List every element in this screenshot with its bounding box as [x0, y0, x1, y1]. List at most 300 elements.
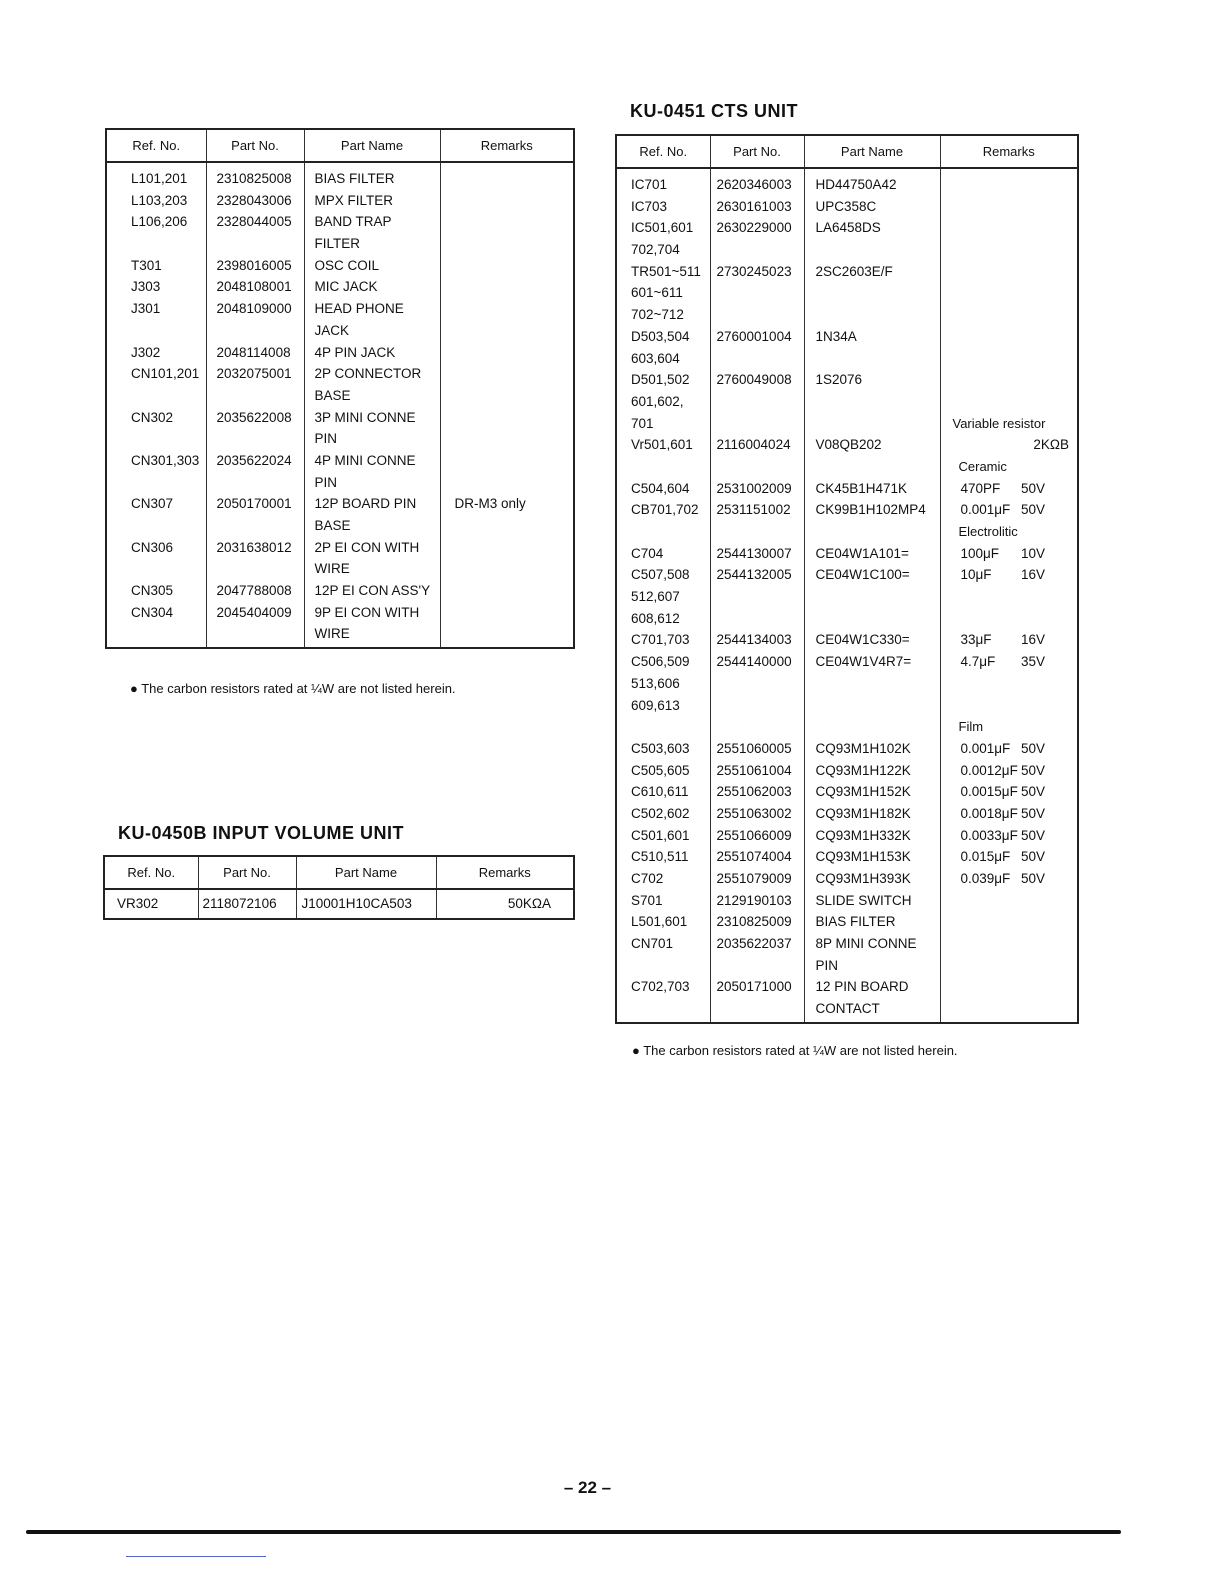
part-name-cell: CE04W1C330= [815, 632, 910, 648]
remarks-cell [945, 174, 1074, 196]
part-no-cell: 2620346003 [716, 177, 792, 192]
part-name-cell: OSC COIL [314, 257, 380, 273]
part-no-cell [217, 428, 300, 450]
part-no-cell [717, 391, 800, 413]
part-no-cell [717, 955, 800, 977]
remark-value: 0.0012μF [960, 762, 1018, 778]
part-name-cell: BAND TRAP [314, 214, 392, 230]
part-name-cell: CE04W1V4R7= [815, 654, 912, 670]
remarks-cell [455, 385, 570, 407]
header-part-no: Part No. [198, 856, 296, 889]
ref-no-cell: L101,201 [131, 171, 188, 186]
part-no-cell [217, 623, 300, 645]
ref-no-cell: CN101,201 [131, 366, 200, 382]
table-body [106, 162, 574, 648]
part-name-cell [816, 413, 936, 435]
ref-no-cell: CN701 [631, 936, 674, 952]
part-name-cell [816, 608, 936, 630]
part-name-cell: BASE [314, 518, 351, 533]
part-name-cell: CK99B1H102MP4 [815, 502, 926, 518]
part-no-cell [717, 998, 800, 1020]
part-no-cell [217, 233, 300, 255]
remark-voltage: 50V [1020, 805, 1045, 821]
part-no-cell [717, 413, 800, 435]
part-no-column [710, 168, 804, 1023]
remarks-cell [945, 998, 1074, 1020]
ref-no-cell: C506,509 [631, 654, 690, 670]
part-name-cell: CQ93M1H393K [815, 871, 911, 886]
part-no-cell: 2544140000 [716, 654, 792, 670]
part-name-cell: JACK [314, 322, 350, 338]
remarks-cell [945, 673, 1074, 695]
part-name-cell: CE04W1A101= [815, 545, 909, 561]
ref-no-cell: 608,612 [631, 610, 680, 626]
ref-no-cell: TR501~511 [631, 263, 701, 279]
header-part-name: Part Name [804, 135, 940, 168]
ref-no-cell: 609,613 [631, 697, 680, 713]
ref-no-cell: S701 [631, 892, 663, 908]
remark-value: 0.039μF [960, 871, 1011, 886]
ref-no-cell: C704 [631, 545, 664, 561]
part-no-cell [217, 558, 300, 580]
part-no-cell: 2328044005 [216, 214, 292, 230]
remarks-cell [455, 515, 570, 537]
part-no-cell [717, 716, 800, 738]
part-name-cell [816, 282, 936, 304]
ref-no-cell: CN306 [131, 539, 174, 555]
part-no-cell [217, 515, 300, 537]
footer-rule [26, 1530, 1121, 1534]
part-no-cell: 2760049008 [716, 372, 792, 388]
part-no-cell: 2048109000 [216, 301, 292, 317]
part-no-cell: 2310825008 [216, 171, 292, 186]
part-name-cell: PIN [314, 431, 338, 447]
remark-value: 0.015μF [960, 849, 1011, 865]
ref-no-cell: Vr501,601 [631, 437, 693, 453]
ref-no-cell: CN304 [131, 604, 174, 620]
remark-value: 4.7μF [960, 654, 996, 670]
remarks-cell [945, 846, 1074, 868]
part-no-cell [717, 239, 800, 261]
remarks-cell [945, 825, 1074, 847]
remarks-cell [455, 602, 570, 624]
part-no-cell: 2531002009 [716, 480, 792, 496]
remarks-cell [455, 450, 570, 472]
remarks-cell [455, 298, 570, 320]
ref-no-cell: 603,604 [631, 350, 680, 366]
table-header-row [616, 135, 1078, 168]
remarks-cell [945, 976, 1074, 998]
remarks-cell [455, 428, 570, 450]
remarks-cell [455, 623, 570, 645]
left-parts-table [105, 128, 575, 649]
ref-no-cell: D503,504 [631, 328, 690, 344]
remarks-cell [945, 304, 1074, 326]
part-name-cell [816, 239, 936, 261]
ref-no-cell: IC703 [631, 198, 668, 214]
header-remarks: Remarks [940, 135, 1078, 168]
part-name-cell: MIC JACK [314, 279, 378, 295]
ref-no-cell: C702 [631, 871, 664, 886]
remarks-cell [945, 478, 1074, 500]
remarks-cell [945, 716, 1074, 738]
remark-category: Variable resistor [952, 415, 1046, 431]
table-header-row [104, 856, 574, 889]
part-no-cell [717, 304, 800, 326]
remarks-cell [945, 955, 1074, 977]
remarks-cell [455, 342, 570, 364]
remarks-cell [945, 629, 1074, 651]
table-header-row [106, 129, 574, 162]
part-no-cell: 2050171000 [716, 979, 792, 995]
ref-no-cell: J303 [131, 279, 161, 295]
footer-underline [126, 1556, 266, 1557]
ref-no-cell: C507,508 [631, 567, 690, 583]
ref-no-cell: 702~712 [631, 307, 684, 323]
remarks-cell [945, 413, 1074, 435]
part-no-cell: 2551066009 [716, 827, 792, 843]
part-name-cell: BASE [314, 387, 351, 403]
part-name-cell [816, 391, 936, 413]
part-no-cell: 2730245023 [716, 263, 792, 279]
remark-category: Film [958, 719, 984, 735]
part-no-cell: 2551060005 [716, 740, 792, 756]
remark-value: 0.001μF [960, 502, 1011, 518]
part-name-cell: 9P EI CON WITH [314, 604, 420, 620]
part-no-cell: 2551063002 [716, 805, 792, 821]
part-name-cell: 1N34A [815, 328, 857, 344]
remarks-cell [945, 456, 1074, 478]
part-no-cell: 2031638012 [216, 539, 292, 555]
part-name-cell [816, 304, 936, 326]
cts-unit-table [615, 134, 1079, 1024]
ref-no-cell [131, 623, 202, 645]
ref-no-cell: 701 [631, 415, 654, 431]
ref-no-cell: C502,602 [631, 805, 690, 821]
cts-carbon-resistor-note: ● The carbon resistors rated at ¼W are not listed herein. [632, 1043, 958, 1058]
table-row [104, 889, 574, 919]
remarks-cell [945, 803, 1074, 825]
remarks-cell [945, 564, 1074, 586]
header-remarks: Remarks [436, 856, 574, 889]
part-name-cell: BIAS FILTER [815, 914, 896, 930]
part-name-cell: MPX FILTER [314, 192, 394, 208]
ref-no-cell [631, 716, 706, 738]
ref-no-cell: 702,704 [631, 242, 680, 258]
remarks-cell [945, 738, 1074, 760]
remarks-cell [455, 211, 570, 233]
remark-voltage: 35V [1020, 654, 1045, 670]
remark-voltage: 50V [1020, 827, 1045, 843]
remarks-cell [945, 282, 1074, 304]
ref-no-column [616, 168, 710, 1023]
ref-no-cell [131, 385, 202, 407]
part-no-cell [717, 282, 800, 304]
part-name-cell: SLIDE SWITCH [815, 892, 912, 908]
remarks-cell [945, 348, 1074, 370]
remark-value: 0.0015μF [960, 784, 1018, 800]
part-name-cell: CQ93M1H122K [815, 762, 911, 778]
part-no-column [206, 162, 304, 648]
remark-voltage: 50V [1020, 502, 1045, 518]
part-name-cell [816, 586, 936, 608]
part-no-cell: 2035622024 [216, 452, 292, 468]
ref-no-cell: IC701 [631, 177, 668, 192]
part-name-column [304, 162, 440, 648]
header-part-no: Part No. [710, 135, 804, 168]
header-ref-no: Ref. No. [104, 856, 198, 889]
part-name-cell: BIAS FILTER [314, 171, 395, 186]
part-no-cell [717, 695, 800, 717]
part-name-cell: CQ93M1H182K [815, 805, 911, 821]
part-no-cell [217, 385, 300, 407]
ref-no-cell [131, 472, 202, 494]
remarks-cell [455, 190, 570, 212]
part-no-cell: 2544132005 [716, 567, 792, 583]
remarks-cell [945, 586, 1074, 608]
part-name-cell: LA6458DS [815, 220, 881, 236]
part-name-cell: CQ93M1H102K [815, 740, 911, 756]
part-name-cell [816, 673, 936, 695]
ref-no-cell: C701,703 [631, 632, 690, 648]
ref-no-cell: D501,502 [631, 372, 690, 388]
carbon-resistor-note: ● The carbon resistors rated at ¼W are not listed herein. [130, 681, 456, 696]
part-no-cell: 2035622037 [716, 936, 792, 952]
part-name-cell: WIRE [314, 561, 350, 577]
part-no-cell [717, 456, 800, 478]
ref-no-cell: CN301,303 [131, 452, 200, 468]
remark-value: 0.0018μF [960, 805, 1018, 821]
ref-no-cell: C702,703 [631, 979, 690, 995]
remarks-cell [945, 499, 1074, 521]
part-no-cell: 2551062003 [716, 784, 792, 800]
remarks-cell [455, 580, 570, 602]
remarks-column [440, 162, 574, 648]
remarks-cell [945, 760, 1074, 782]
remark-voltage: 50V [1020, 871, 1045, 886]
part-name-cell: UPC358C [815, 198, 877, 214]
part-no-cell: 2048108001 [216, 279, 292, 295]
part-no-cell [717, 673, 800, 695]
header-part-no: Part No. [206, 129, 304, 162]
remarks-cell [455, 472, 570, 494]
remark-value: 10μF [960, 567, 992, 583]
part-name-cell: 1S2076 [815, 372, 863, 388]
ref-no-cell: 601~611 [631, 285, 683, 301]
ref-no-cell: CB701,702 [631, 502, 699, 518]
remark-voltage: 50V [1020, 480, 1045, 496]
volume-unit-title: KU-0450B INPUT VOLUME UNIT [118, 823, 405, 843]
part-no-cell: 2116004024 [716, 437, 791, 453]
remark-value: 470PF [960, 480, 1001, 496]
part-no-cell: 2129190103 [716, 892, 792, 908]
ref-no-cell: L501,601 [631, 914, 688, 930]
ref-no-cell [631, 998, 706, 1020]
ref-no-cell: C504,604 [631, 480, 690, 496]
part-name-cell: 2SC2603E/F [815, 263, 893, 279]
part-no-cell [717, 608, 800, 630]
ref-no-cell [131, 558, 202, 580]
part-name-cell: 12 PIN BOARD [815, 979, 909, 995]
part-name-column [804, 168, 940, 1023]
ref-no-cell: L106,206 [131, 214, 188, 230]
part-no-cell: 2551074004 [716, 849, 792, 865]
part-no-cell [217, 472, 300, 494]
remarks-cell [945, 933, 1074, 955]
remarks-cell [945, 196, 1074, 218]
part-name-cell: 2P CONNECTOR [314, 366, 422, 382]
part-no-cell: 2398016005 [216, 257, 292, 273]
ref-no-cell: CN307 [131, 496, 174, 512]
ref-no-cell: J301 [131, 301, 161, 317]
page-number: – 22 – [563, 1478, 612, 1497]
part-name-cell [816, 695, 936, 717]
part-no-cell: 2544134003 [716, 632, 792, 648]
part-name-cell [816, 456, 936, 478]
part-name-cell: CQ93M1H153K [815, 849, 911, 865]
remarks-cell [455, 363, 570, 385]
part-name-cell: CE04W1C100= [815, 567, 910, 583]
part-no-cell [217, 320, 300, 342]
remarks-cell: DR-M3 only [454, 496, 526, 512]
ref-no-cell: C610,611 [631, 784, 689, 800]
part-no-cell: 2050170001 [216, 496, 292, 512]
part-no-cell: 2630161003 [716, 198, 792, 214]
ref-no-cell: C510,511 [631, 849, 689, 865]
part-name-cell [816, 348, 936, 370]
remarks-cell [945, 369, 1074, 391]
part-name-cell: 4P MINI CONNE [314, 452, 416, 468]
part-no-cell: 2531151002 [716, 502, 791, 518]
remark-value: 0.0033μF [960, 827, 1018, 843]
remarks-cell [945, 543, 1074, 565]
remark-voltage: 50V [1020, 784, 1045, 800]
part-name-cell: PIN [815, 957, 839, 973]
ref-no-column [106, 162, 206, 648]
part-no-cell: 2310825009 [716, 914, 792, 930]
part-name-cell: CK45B1H471K [815, 480, 908, 496]
ref-no-cell: CN305 [131, 583, 174, 599]
remarks-cell [945, 695, 1074, 717]
part-name-cell: 8P MINI CONNE [815, 936, 917, 952]
remark-voltage: 50V [1020, 740, 1045, 756]
part-no-cell: 2544130007 [716, 545, 792, 561]
header-ref-no: Ref. No. [106, 129, 206, 162]
remark-value: 2KΩB [1033, 437, 1069, 453]
remarks-column [940, 168, 1078, 1023]
part-name-cell: 3P MINI CONNE [314, 409, 416, 425]
ref-no-cell: L103,203 [131, 192, 188, 208]
part-no-cell: 2551061004 [716, 762, 792, 778]
part-no-cell: 2045404009 [216, 604, 292, 620]
remarks-cell [945, 239, 1074, 261]
ref-no-cell: 512,607 [631, 589, 680, 605]
part-no-cell: 2328043006 [216, 192, 292, 208]
part-no-cell [717, 586, 800, 608]
cts-unit-title: KU-0451 CTS UNIT [630, 101, 799, 121]
header-part-name: Part Name [304, 129, 440, 162]
part-no-cell: 2118072106 [198, 889, 296, 919]
volume-unit-table [103, 855, 575, 920]
ref-no-cell: C503,603 [631, 740, 690, 756]
part-no-cell: 2035622008 [216, 409, 292, 425]
header-part-name: Part Name [296, 856, 436, 889]
remark-voltage: 50V [1020, 849, 1045, 865]
part-name-cell: 4P PIN JACK [314, 344, 396, 360]
remarks-cell [945, 521, 1074, 543]
ref-no-cell [631, 521, 706, 543]
ref-no-cell: C505,605 [631, 762, 690, 778]
remark-voltage: 16V [1020, 632, 1045, 648]
part-name-cell: HEAD PHONE [314, 301, 404, 317]
part-name-cell: PIN [314, 474, 338, 490]
remarks-cell [945, 608, 1074, 630]
part-no-cell: 2551079009 [716, 871, 792, 886]
part-name-cell: FILTER [314, 236, 361, 252]
remarks-cell [455, 558, 570, 580]
ref-no-cell: J302 [131, 344, 161, 360]
part-no-cell: 2048114008 [216, 344, 291, 360]
remarks-cell [455, 168, 570, 190]
part-name-cell: V08QB202 [815, 437, 882, 453]
remark-category: Electrolitic [958, 524, 1018, 539]
remarks-cell [945, 890, 1074, 912]
remarks-cell [455, 537, 570, 559]
ref-no-cell: 513,606 [631, 675, 680, 691]
part-name-cell: CONTACT [815, 1001, 880, 1017]
remarks-cell [455, 407, 570, 429]
remarks-cell [945, 651, 1074, 673]
table-body [616, 168, 1078, 1023]
part-no-cell: 2630229000 [716, 220, 792, 236]
ref-no-cell: C501,601 [631, 827, 690, 843]
remarks-cell [945, 326, 1074, 348]
part-no-cell: 2032075001 [216, 366, 292, 382]
ref-no-cell: IC501,601 [631, 220, 694, 236]
part-no-cell [717, 348, 800, 370]
remarks-cell [455, 320, 570, 342]
remarks-cell [945, 868, 1074, 890]
remarks-cell [945, 434, 1074, 456]
remark-voltage: 50V [1020, 762, 1045, 778]
part-name-cell [816, 716, 936, 738]
remarks-cell [455, 255, 570, 277]
ref-no-cell: VR302 [117, 896, 159, 911]
remark-value: 0.001μF [960, 740, 1011, 756]
part-name-cell: WIRE [314, 626, 350, 642]
ref-no-cell: T301 [131, 257, 162, 273]
remarks-cell [945, 781, 1074, 803]
part-name-cell: 12P BOARD PIN [314, 496, 417, 512]
part-no-cell [717, 521, 800, 543]
remarks-cell [945, 391, 1074, 413]
part-name-cell [816, 521, 936, 543]
header-remarks: Remarks [440, 129, 574, 162]
remark-value: 100μF [960, 545, 1000, 561]
ref-no-cell [131, 515, 202, 537]
remarks-cell [945, 911, 1074, 933]
remark-value: 33μF [960, 632, 992, 648]
ref-no-cell: 601,602, [631, 393, 684, 409]
remarks-cell [455, 233, 570, 255]
ref-no-cell [131, 320, 202, 342]
part-name-cell: CQ93M1H332K [815, 827, 911, 843]
remark-voltage: 16V [1020, 567, 1045, 583]
remarks-cell [945, 217, 1074, 239]
header-ref-no: Ref. No. [616, 135, 710, 168]
remark-voltage: 10V [1020, 545, 1045, 561]
ref-no-cell [131, 428, 202, 450]
